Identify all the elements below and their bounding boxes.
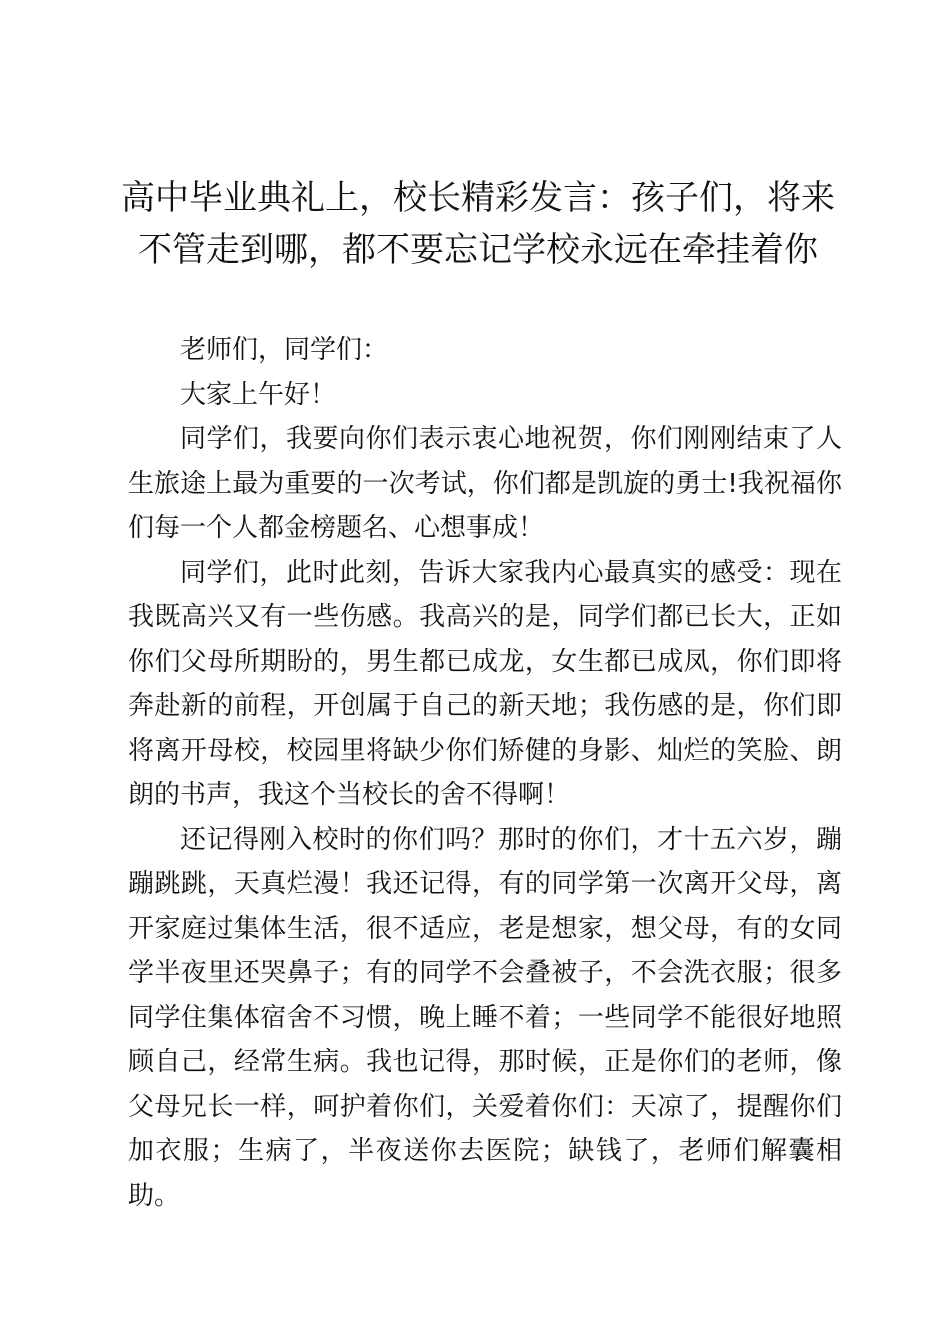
- paragraph-congratulations: 同学们，我要向你们表示衷心地祝贺，你们刚刚结束了人生旅途上最为重要的一次考试，你们都是凯旋的勇士!我祝福你们每一个人都金榜题名、心想事成！: [128, 424, 842, 543]
- paragraph-greeting: 老师们，同学们：: [180, 335, 389, 365]
- document-title: 高中毕业典礼上，校长精彩发言：孩子们，将来不管走到哪，都不要忘记学校永远在牵挂着你: [121, 178, 835, 270]
- paragraph-good-morning: 大家上午好！: [180, 379, 337, 410]
- paragraph-memories: 还记得刚入校时的你们吗？那时的你们，才十五六岁，蹦蹦跳跳，天真烂漫！我还记得，有的同学第一次离开父母，离开家庭过集体生活，很不适应，老是想家，想父母，有的女同学半夜里还哭鼻子；有的同学不会叠被子，不会洗衣服；很多同学住集体宿舍不习惯，晚上睡不着；一些同学不能很好地照顾自己，经常生病。我也记得，那时候，正是你们的老师，像父母兄长一样，呵护着你们，关爱着你们：天凉了，提醒你们加衣服；生病了，半夜送你去医院；缺钱了，老师们解囊相助。: [128, 824, 842, 1211]
- paragraph-feelings: 同学们，此时此刻，告诉大家我内心最真实的感受：现在我既高兴又有一些伤感。我高兴的是，同学们都已长大，正如你们父母所期盼的，男生都已成龙，女生都已成凤，你们即将奔赴新的前程，开创属于自己的新天地；我伤感的是，你们即将离开母校，校园里将缺少你们矫健的身影、灿烂的笑脸、朗朗的书声，我这个当校长的舍不得啊！: [128, 557, 842, 810]
- document-body: [128, 328, 842, 1218]
